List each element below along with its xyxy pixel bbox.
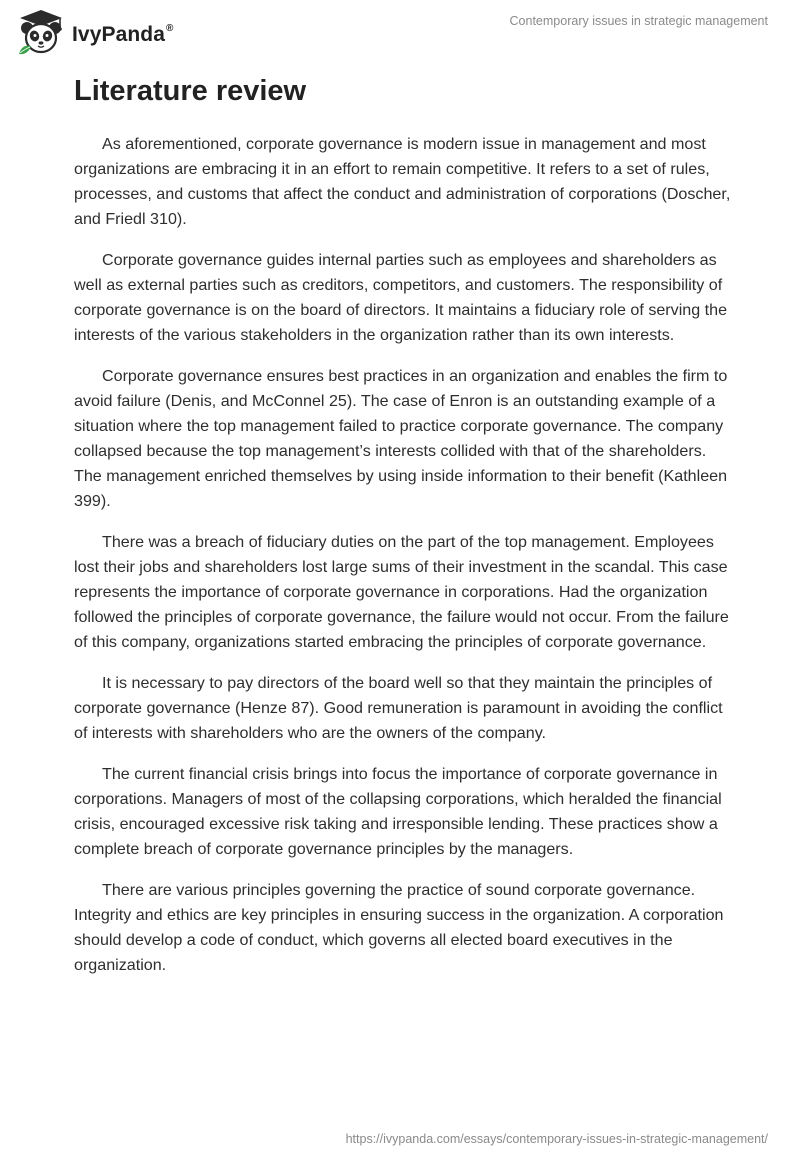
brand-logo[interactable] [16, 9, 173, 57]
paragraph: There are various principles governing the practice of sound corporate governance. Integrity and ethics are key principles in ensuring success in the organization. A corporation should develop a code of conduct, which governs all elected board executives in the organization. [74, 881, 724, 974]
page-header [0, 0, 800, 64]
paragraph: As aforementioned, corporate governance is modern issue in management and most organizations are embracing it in an effort to remain competitive. It refers to a set of rules, processes, and customs that affect the conduct and administration of corporations (Doscher, and Friedl 310). [74, 135, 731, 228]
paragraph: The current financial crisis brings into focus the importance of corporate governance in corporations. Managers of most of the collapsing corporations, which heralded the financial crisis, encouraged excessive risk taking and irresponsible lending. These practices show a complete breach of corporate governance principles by the managers. [74, 765, 722, 858]
paragraph: Corporate governance ensures best practices in an organization and enables the firm to avoid failure (Denis, and McConnel 25). The case of Enron is an outstanding example of a situation where the top management failed to practice corporate governance. The company collapsed because the top management’s interests collided with that of the shareholders. The management enriched themselves by using inside information to their benefit (Kathleen 399). [74, 367, 728, 510]
document-title: Contemporary issues in strategic management [509, 14, 768, 28]
paragraph: There was a breach of fiduciary duties on the part of the top management. Employees lost their jobs and shareholders lost large sums of their investment in the scandal. This case represents the importance of corporate governance in corporations. Had the organization followed the principles of corporate governance, the failure would not occur. From the failure of this company, organizations started embracing the principles of corporate governance. [74, 533, 729, 651]
paragraph: It is necessary to pay directors of the board well so that they maintain the principles of corporate governance (Henze 87). Good remuneration is paramount in avoiding the conflict of interests with shareholders who are the owners of the company. [74, 674, 723, 742]
section-heading: Literature review [74, 75, 307, 107]
panda-graduate-icon [16, 9, 66, 57]
paragraph: Corporate governance guides internal parties such as employees and shareholders as well as external parties such as creditors, competitors, and customers. The responsibility of corporate governance is on the board of directors. It maintains a fiduciary role of serving the interests of the various stakeholders in the organization rather than its own interests. [74, 251, 728, 344]
article-body [74, 72, 734, 994]
brand-name: IvyPanda® [72, 23, 174, 46]
source-url[interactable]: https://ivypanda.com/essays/contemporary-issues-in-strategic-management/ [345, 1132, 768, 1146]
